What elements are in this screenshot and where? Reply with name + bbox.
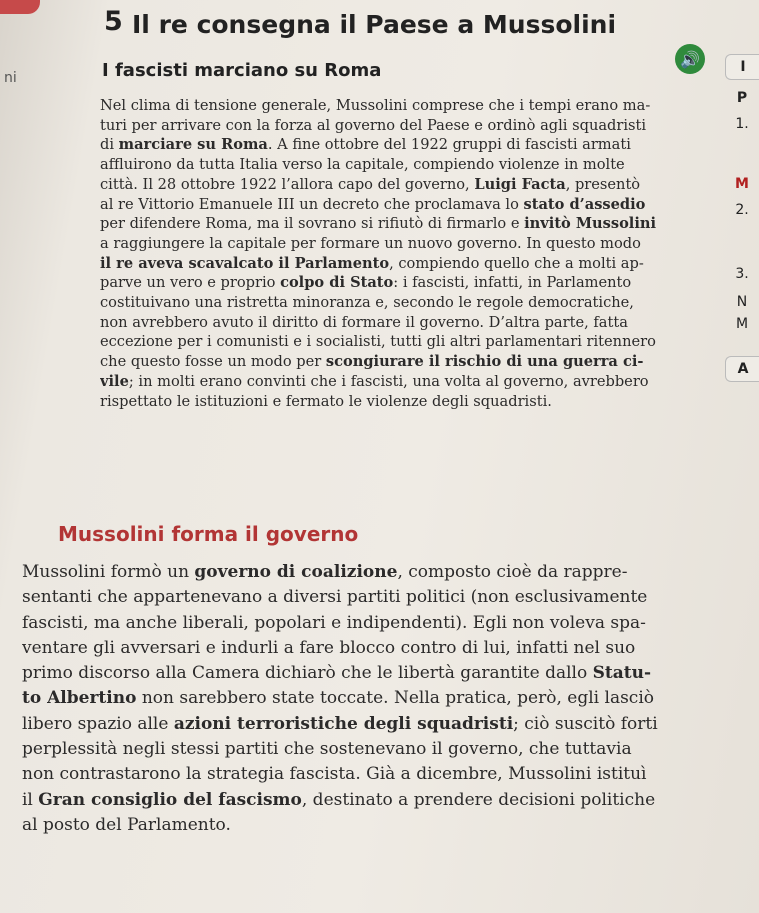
side-tab-a[interactable]: A xyxy=(725,356,759,382)
text-line xyxy=(100,175,720,195)
text-line xyxy=(100,234,720,254)
chapter-number: 5 xyxy=(104,6,123,37)
text-segment: libero spazio alle xyxy=(22,713,174,734)
text-segment: , presentò xyxy=(565,175,641,193)
text-segment: ; in molti erano convinti che i fascisti, una volta al governo, avrebbero xyxy=(128,372,649,390)
bold-term: to Albertino xyxy=(22,688,137,709)
text-segment: a raggiungere la capitale per formare un nuovo governo. In questo modo xyxy=(100,234,641,252)
text-segment: per difendere Roma, ma il sovrano si rifiutò di firmarlo e xyxy=(100,215,525,233)
text-segment: Nel clima di tensione generale, Mussolini comprese che i tempi erano ma- xyxy=(100,97,651,114)
text-line xyxy=(22,611,742,636)
text-segment: sentanti che appartenevano a diversi partiti politici (non esclusivamente xyxy=(22,587,648,608)
text-line xyxy=(100,195,720,215)
text-line xyxy=(100,116,720,136)
text-segment: costituivano una ristretta minoranza e, secondo le regole democratiche, xyxy=(100,294,634,312)
bold-term: invitò Mussolini xyxy=(524,215,657,233)
text-line xyxy=(22,813,742,838)
text-line xyxy=(100,293,720,313)
text-line xyxy=(100,372,720,392)
bold-term: stato d’assedio xyxy=(523,195,646,213)
bold-term: azioni terroristiche degli squadristi xyxy=(173,713,514,734)
corner-decoration xyxy=(0,0,40,14)
text-segment: , destinato a prendere decisioni politiche xyxy=(301,789,656,810)
text-segment: eccezione per i comunisti e i socialisti, tutti gli altri parlamentari ritennero xyxy=(100,333,656,351)
text-segment: non avrebbero avuto il diritto di formare il governo. D’altra parte, fatta xyxy=(100,313,628,331)
left-margin-fragment: ni xyxy=(4,70,17,86)
section-title-government: Mussolini forma il governo xyxy=(58,522,359,546)
section-title-march: I fascisti marciano su Roma xyxy=(102,60,382,81)
side-tab-p[interactable]: P xyxy=(736,90,748,106)
speaker-audio-icon: 🔊 xyxy=(680,49,700,69)
text-line xyxy=(22,686,742,711)
side-tab-m2[interactable]: M xyxy=(735,316,749,332)
bold-term: marciare su Roma xyxy=(118,136,268,154)
text-line xyxy=(100,214,720,234)
text-line xyxy=(100,155,720,175)
text-segment: Mussolini formò un xyxy=(22,562,195,582)
text-segment: primo discorso alla Camera dichiarò che le libertà garantite dallo xyxy=(22,663,593,684)
bold-term: Luigi Facta xyxy=(474,175,566,193)
bold-term: scongiurare il rischio di una guerra ci- xyxy=(325,353,644,371)
text-segment: , compiendo quello che a molti ap- xyxy=(389,254,644,272)
text-line xyxy=(100,332,720,352)
text-line xyxy=(100,273,720,293)
text-segment: al posto del Parlamento. xyxy=(22,814,231,835)
text-segment: , composto cioè da rappre- xyxy=(397,562,628,582)
text-line xyxy=(22,788,742,813)
text-line xyxy=(22,585,742,610)
side-tab-i[interactable]: I xyxy=(725,54,759,80)
text-line xyxy=(22,712,742,737)
text-line xyxy=(100,313,720,333)
text-segment: città. Il 28 ottobre 1922 l’allora capo del governo, xyxy=(100,175,475,193)
text-segment: : i fascisti, infatti, in Parlamento xyxy=(393,274,632,292)
text-segment: . A fine ottobre del 1922 gruppi di fascisti armati xyxy=(267,136,631,154)
text-line xyxy=(22,636,742,661)
text-line xyxy=(22,661,742,686)
side-tab-3[interactable]: 3. xyxy=(735,266,749,282)
bold-term: Gran consiglio del fascismo xyxy=(38,789,302,810)
text-segment: non contrastarono la strategia fascista. Già a dicembre, Mussolini istituì xyxy=(22,764,647,785)
side-tab-m[interactable]: M xyxy=(735,176,749,192)
text-line xyxy=(22,560,742,585)
text-segment: non sarebbero state toccate. Nella pratica, però, egli lasciò xyxy=(136,688,654,709)
text-line xyxy=(100,254,720,274)
text-segment: ; ciò suscitò forti xyxy=(513,713,658,734)
text-segment: rispettato le istituzioni e fermato le violenze degli squadristi. xyxy=(100,392,552,410)
bold-term: il re aveva scavalcato il Parlamento xyxy=(100,254,390,272)
text-line xyxy=(100,352,720,372)
text-segment: ventare gli avversari e indurli a fare blocco contro di lui, infatti nel suo xyxy=(22,637,636,658)
text-segment: che questo fosse un modo per xyxy=(100,353,326,371)
chapter-title: Il re consegna il Paese a Mussolini xyxy=(132,10,617,39)
section-body-march xyxy=(100,96,720,411)
section-body-government xyxy=(22,560,742,838)
text-line xyxy=(22,762,742,787)
text-line xyxy=(100,135,720,155)
bold-term: Statu- xyxy=(592,663,652,684)
text-line xyxy=(22,737,742,762)
text-line xyxy=(100,96,720,116)
text-segment: al re Vittorio Emanuele III un decreto che proclamava lo xyxy=(100,195,524,213)
text-segment: turi per arrivare con la forza al governo del Paese e ordinò agli squadristi xyxy=(100,116,647,134)
side-tab-2[interactable]: 2. xyxy=(735,202,749,218)
text-segment: il xyxy=(22,789,39,810)
text-segment: fascisti, ma anche liberali, popolari e indipendenti). Egli non voleva spa- xyxy=(22,612,646,633)
side-tab-n[interactable]: N xyxy=(736,294,748,310)
text-segment: di xyxy=(100,136,119,154)
bold-term: vile xyxy=(100,372,129,390)
bold-term: colpo di Stato xyxy=(280,274,394,292)
side-tab-1[interactable]: 1. xyxy=(735,116,749,132)
text-segment: perplessità negli stessi partiti che sostenevano il governo, che tuttavia xyxy=(22,739,632,760)
text-segment: affluirono da tutta Italia verso la capitale, compiendo violenze in molte xyxy=(100,156,625,174)
bold-term: governo di coalizione xyxy=(194,562,398,582)
text-segment: parve un vero e proprio xyxy=(100,274,281,292)
text-line xyxy=(100,392,720,412)
audio-button[interactable] xyxy=(675,44,705,74)
